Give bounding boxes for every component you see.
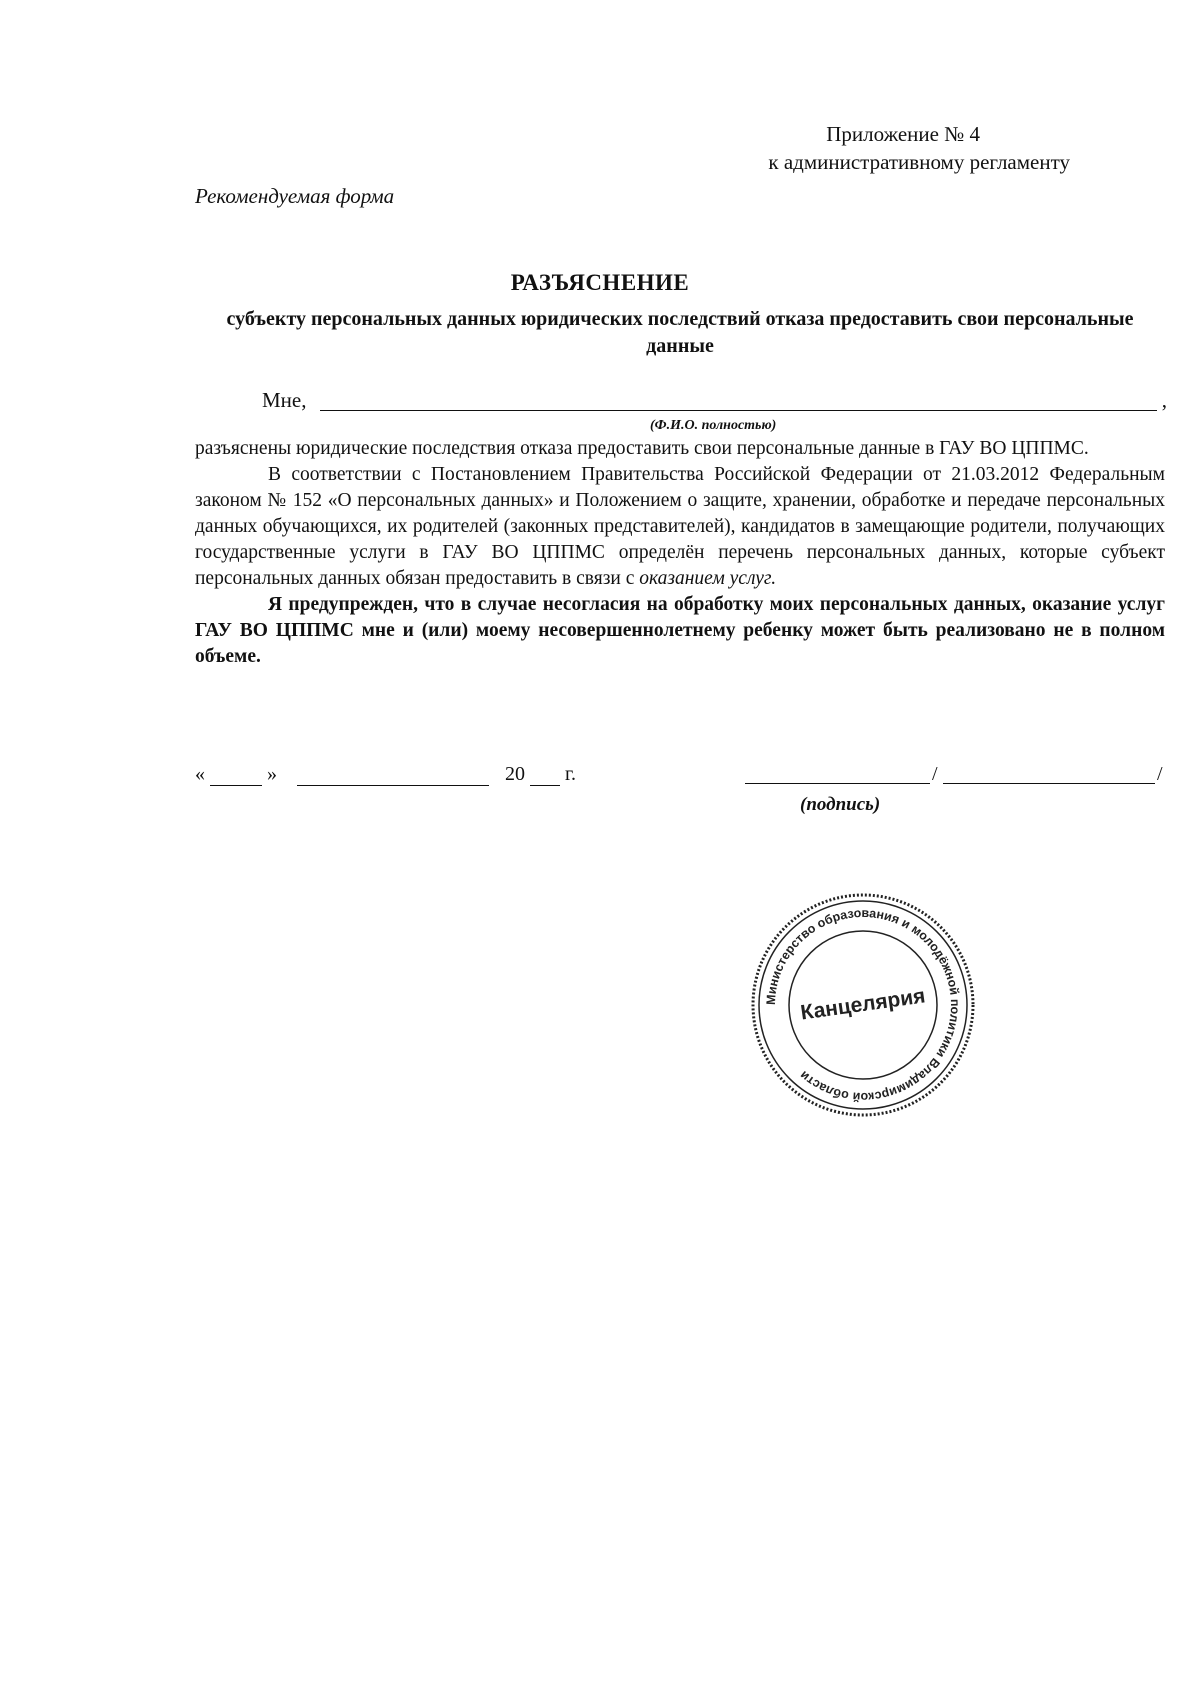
signature-slash-2: /	[1157, 763, 1163, 785]
body-paragraph-2	[195, 462, 1165, 592]
mne-label: Мне,	[262, 388, 307, 412]
body-paragraph-1: разъяснены юридические последствия отказа предоставить свои персональные данные в ГАУ ВО ЦППМС.	[195, 438, 1089, 459]
signature-caption: (подпись)	[800, 794, 881, 815]
date-field	[195, 763, 576, 786]
appendix-header	[768, 120, 1070, 176]
month-input-line[interactable]	[297, 765, 489, 786]
year-suffix: г.	[565, 763, 576, 785]
day-input-line[interactable]	[210, 765, 262, 786]
year-input-line[interactable]	[530, 765, 560, 786]
date-open-quote: «	[195, 763, 205, 785]
fio-field-row	[262, 388, 1167, 418]
stamp-center-text: Канцелярия	[799, 984, 927, 1025]
body-paragraph-3: Я предупрежден, что в случае несогласия на обработку моих персональных данных, оказание услуг ГАУ ВО ЦППМС мне и (или) моему несовершеннолетнему ребенку может быть реализовано не в полном объеме.	[195, 594, 1165, 667]
document-body	[195, 436, 1165, 670]
signature-field	[745, 763, 1165, 793]
stamp-ring-text: Министерство образования и молодёжной политики Владимирской области	[763, 905, 963, 1105]
document-subtitle: субъекту персональных данных юридических последствий отказа предоставить свои персональные данные	[226, 308, 1134, 357]
stamp-svg	[748, 890, 978, 1120]
appendix-regulation: к административному регламенту	[768, 150, 1070, 174]
body-paragraph-2-text: В соответствии с Постановлением Правительства Российской Федерации от 21.03.2012 Федеральным законом № 152 «О персональных данных» и Положением о защите, хранении, обработке и передаче персональных данных обучающихся, их родителей (законных представителей), кандидатов в замещающие родители, получающих государственные услуги в ГАУ ВО ЦППМС определён перечень персональных данных, которые субъект персональных данных обязан предоставить в связи с	[195, 464, 1165, 589]
appendix-number: Приложение № 4	[826, 122, 980, 146]
fio-comma: ,	[1161, 388, 1167, 412]
fio-caption: (Ф.И.О. полностью)	[650, 418, 777, 433]
body-paragraph-2-italic: оказанием услуг.	[639, 568, 777, 589]
document-title: РАЗЪЯСНЕНИЕ	[510, 270, 690, 295]
year-prefix: 20	[505, 763, 525, 785]
recommended-form-label: Рекомендуемая форма	[195, 184, 395, 208]
fio-input-line[interactable]	[320, 410, 1157, 411]
signature-slash-1: /	[932, 763, 938, 785]
signature-input-line[interactable]	[745, 783, 930, 784]
office-stamp	[748, 890, 978, 1120]
signature-decoding-line[interactable]	[943, 783, 1155, 784]
date-close-quote: »	[267, 763, 277, 785]
